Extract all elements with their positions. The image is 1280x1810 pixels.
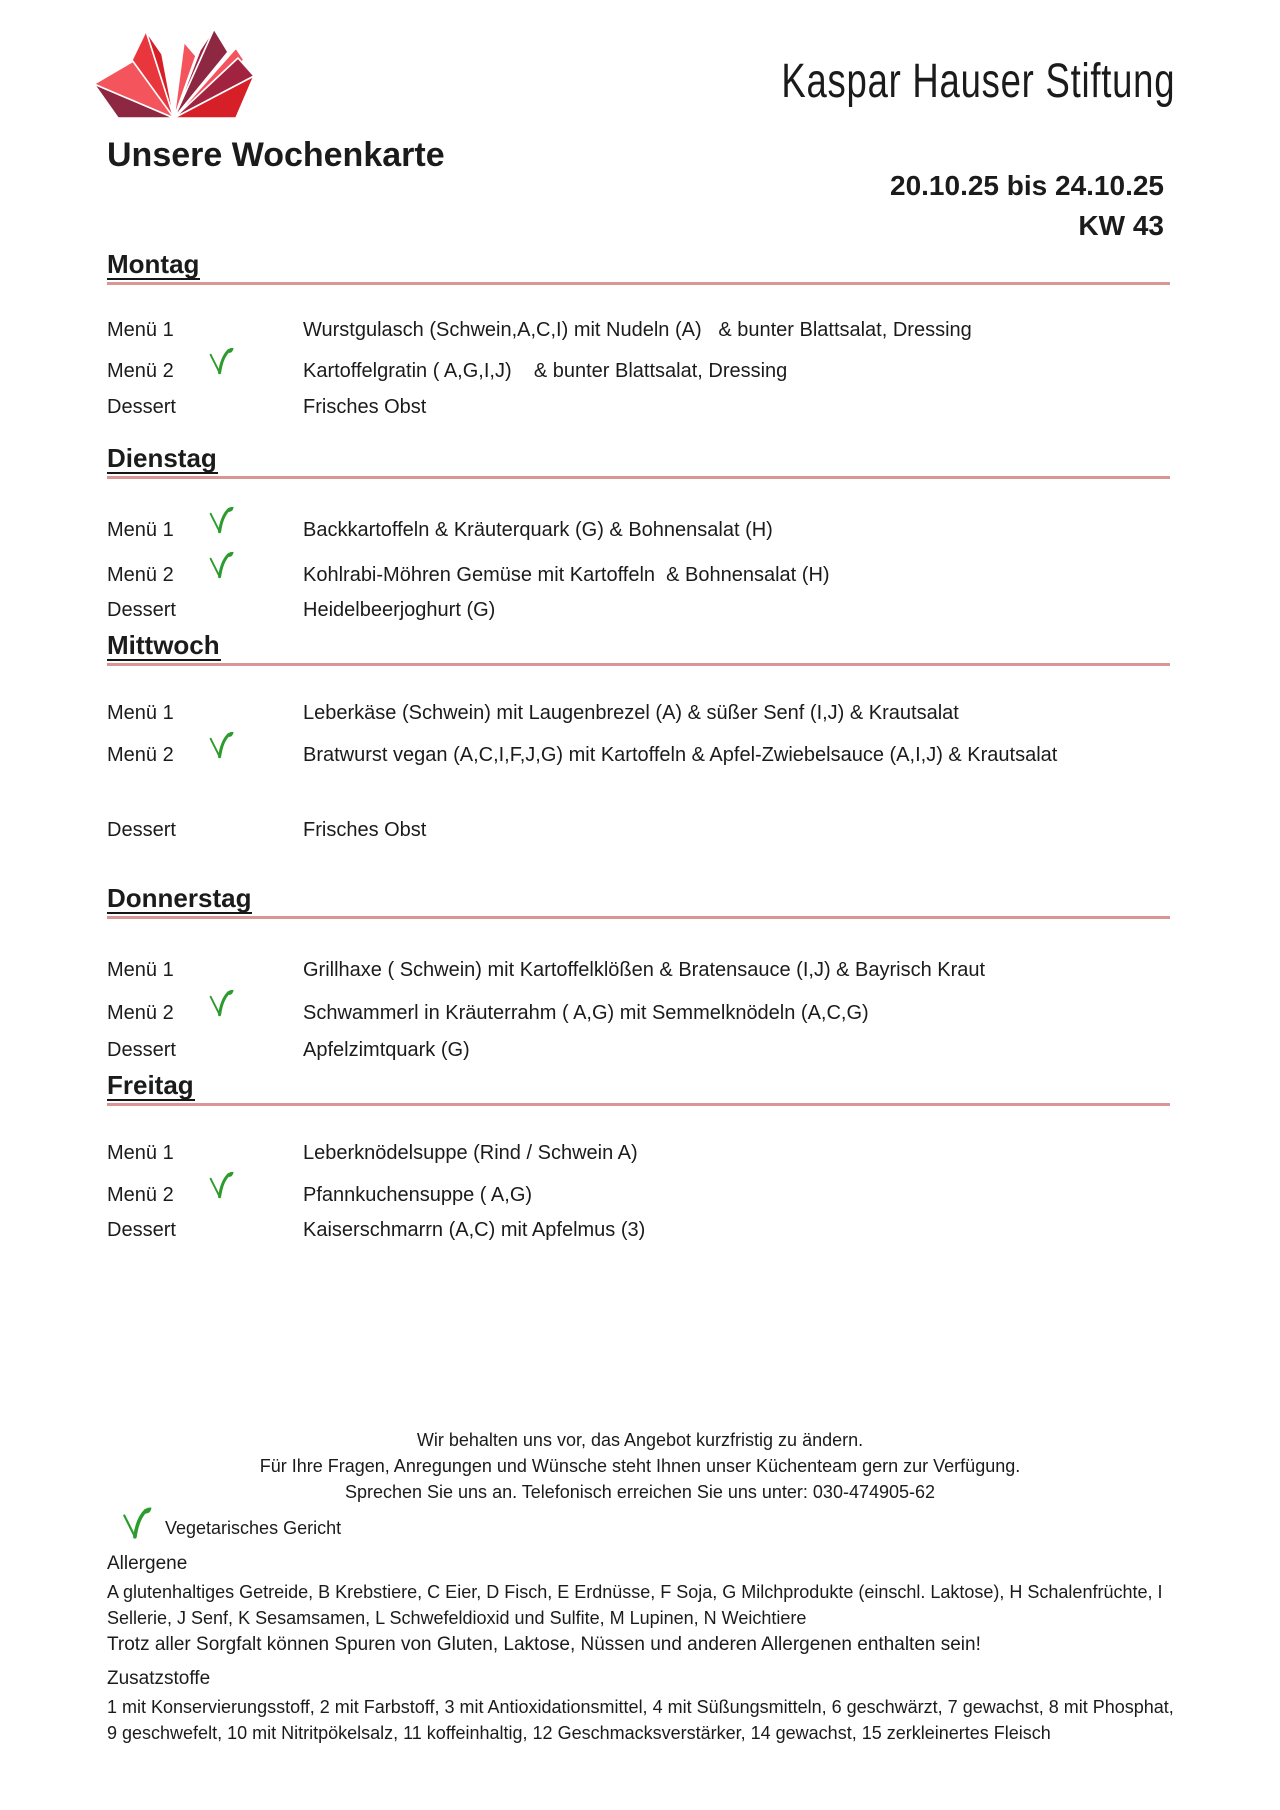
day-name: Mittwoch [107, 630, 220, 660]
menu-row [107, 1182, 1227, 1210]
menu-row-label: Dessert [107, 599, 176, 621]
menu-row-label: Menü 2 [107, 564, 174, 586]
menu-row-text: Grillhaxe ( Schwein) mit Kartoffelklößen & Bratensauce (I,J) & Bayrisch Kraut [303, 959, 986, 981]
menu-row-text: Apfelzimtquark (G) [303, 1039, 470, 1061]
note-line: Wir behalten uns vor, das Angebot kurzfristig zu ändern. [416, 1430, 864, 1450]
menu-row-label: Dessert [107, 1219, 176, 1241]
day-heading [107, 445, 1170, 479]
day-heading [107, 632, 1170, 666]
additives-title: Zusatzstoffe [107, 1668, 211, 1689]
allergens-text: Sellerie, J Senf, K Sesamsamen, L Schwefeldioxid und Sulfite, M Lupinen, N Weichtiere [107, 1608, 807, 1628]
menu-row [107, 700, 1227, 728]
menu-row-label: Dessert [107, 396, 176, 418]
week-number: KW 43 [1078, 210, 1164, 241]
menu-row-label: Menü 1 [107, 702, 174, 724]
menu-row [107, 1140, 1227, 1168]
day-heading [107, 1072, 1170, 1106]
sprout-v-icon [207, 1170, 234, 1200]
menu-row-text: Heidelbeerjoghurt (G) [303, 599, 496, 621]
menu-row-text: Bratwurst vegan (A,C,I,F,J,G) mit Kartoffeln & Apfel-Zwiebelsauce (A,I,J) & Krautsalat [303, 744, 1058, 766]
sprout-v-icon [207, 505, 234, 535]
additives-text: 9 geschwefelt, 10 mit Nitritpökelsalz, 11 koffeinhaltig, 12 Geschmacksverstärker, 14 gewachst, 15 zerkleinertes Fleisch [107, 1723, 1051, 1743]
menu-row-label: Menü 1 [107, 1142, 174, 1164]
menu-row-label: Menü 1 [107, 319, 174, 341]
menu-row-text: Kartoffelgratin ( A,G,I,J) & bunter Blattsalat, Dressing [303, 360, 788, 382]
sprout-v-icon [120, 1506, 152, 1540]
org-name: Kaspar Hauser Stiftung [781, 55, 1175, 108]
day-name: Dienstag [107, 443, 217, 473]
sprout-v-icon [207, 550, 234, 580]
menu-row [107, 358, 1227, 386]
menu-row-label: Menü 2 [107, 1002, 174, 1024]
menu-row-text: Pfannkuchensuppe ( A,G) [303, 1184, 533, 1206]
menu-row-label: Dessert [107, 819, 176, 841]
menu-row-text: Wurstgulasch (Schwein,A,C,I) mit Nudeln (A) & bunter Blattsalat, Dressing [303, 319, 972, 341]
kitchen-notes [85, 1427, 1195, 1505]
menu-row [107, 742, 1227, 770]
menu-row [107, 562, 1227, 590]
menu-row [107, 817, 1227, 845]
day-name: Donnerstag [107, 883, 252, 913]
sprout-v-icon [207, 730, 234, 760]
menu-row-text: Kohlrabi-Möhren Gemüse mit Kartoffeln & Bohnensalat (H) [303, 564, 830, 586]
note-line: Sprechen Sie uns an. Telefonisch erreichen Sie uns unter: 030-474905-62 [344, 1482, 936, 1502]
menu-row-text: Backkartoffeln & Kräuterquark (G) & Bohnensalat (H) [303, 519, 773, 541]
menu-row [107, 957, 1227, 985]
menu-row [107, 1037, 1227, 1065]
menu-row [107, 394, 1227, 422]
menu-row [107, 317, 1227, 345]
menu-row-text: Frisches Obst [303, 396, 427, 418]
menu-row [107, 517, 1227, 545]
menu-row-label: Menü 2 [107, 360, 174, 382]
menu-row-label: Menü 2 [107, 1184, 174, 1206]
menu-row [107, 1000, 1227, 1028]
page-title: Unsere Wochenkarte [107, 136, 445, 174]
date-range: 20.10.25 bis 24.10.25 [890, 170, 1164, 201]
note-line: Für Ihre Fragen, Anregungen und Wünsche steht Ihnen unser Küchenteam gern zur Verfügung. [259, 1456, 1021, 1476]
allergens-title: Allergene [107, 1553, 188, 1574]
sprout-v-icon [207, 988, 234, 1018]
menu-row [107, 1217, 1227, 1245]
day-name: Freitag [107, 1070, 194, 1100]
day-heading [107, 251, 1170, 285]
menu-row-text: Frisches Obst [303, 819, 427, 841]
menu-row-text: Kaiserschmarrn (A,C) mit Apfelmus (3) [303, 1219, 646, 1241]
menu-row [107, 597, 1227, 625]
allergens-text: A glutenhaltiges Getreide, B Krebstiere, C Eier, D Fisch, E Erdnüsse, F Soja, G Milchprodukte (einschl. Laktose), H Schalenfrüchte, I [107, 1582, 1163, 1602]
sprout-v-icon [207, 346, 234, 376]
allergens-warning: Trotz aller Sorgfalt können Spuren von Gluten, Laktose, Nüssen und anderen Allergenen enthalten sein! [107, 1634, 981, 1655]
menu-row-text: Leberkäse (Schwein) mit Laugenbrezel (A) & süßer Senf (I,J) & Krautsalat [303, 702, 959, 724]
day-heading [107, 885, 1170, 919]
menu-row-label: Menü 1 [107, 519, 174, 541]
menu-row-label: Menü 1 [107, 959, 174, 981]
menu-row-text: Schwammerl in Kräuterrahm ( A,G) mit Semmelknödeln (A,C,G) [303, 1002, 869, 1024]
additives-text: 1 mit Konservierungsstoff, 2 mit Farbstoff, 3 mit Antioxidationsmittel, 4 mit Süßungsmitteln, 6 geschwärzt, 7 gewachst, 8 mit Phosphat, [107, 1697, 1174, 1717]
day-name: Montag [107, 249, 200, 279]
menu-row-label: Dessert [107, 1039, 176, 1061]
vegetarian-legend-label: Vegetarisches Gericht [165, 1518, 342, 1538]
menu-row-text: Leberknödelsuppe (Rind / Schwein A) [303, 1142, 638, 1164]
menu-row-label: Menü 2 [107, 744, 174, 766]
